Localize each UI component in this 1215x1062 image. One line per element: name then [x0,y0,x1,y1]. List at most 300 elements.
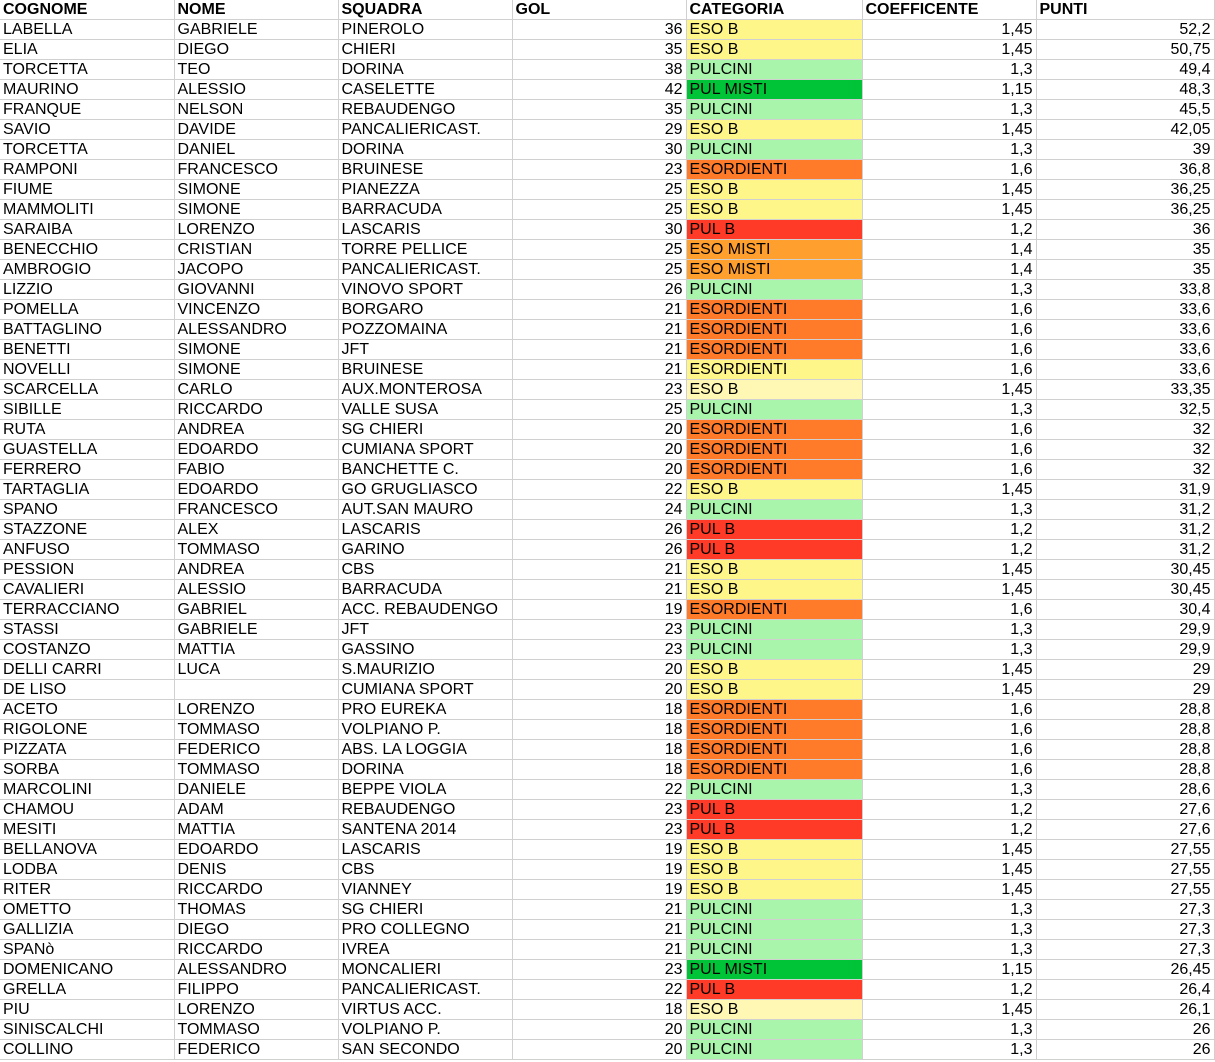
cell-squadra[interactable]: GASSINO [338,640,512,660]
cell-cognome[interactable]: MAMMOLITI [0,200,174,220]
cell-cognome[interactable]: TORCETTA [0,140,174,160]
cell-punti[interactable]: 36 [1036,220,1214,240]
cell-punti[interactable]: 52,2 [1036,20,1214,40]
cell-categoria[interactable]: PUL B [686,520,862,540]
cell-coefficente[interactable]: 1,6 [862,760,1036,780]
cell-squadra[interactable]: SANTENA 2014 [338,820,512,840]
cell-categoria[interactable]: ESORDIENTI [686,360,862,380]
cell-coefficente[interactable]: 1,6 [862,360,1036,380]
cell-nome[interactable]: ALESSANDRO [174,960,338,980]
cell-nome[interactable]: ADAM [174,800,338,820]
cell-gol[interactable]: 35 [512,40,686,60]
cell-nome[interactable]: EDOARDO [174,440,338,460]
cell-gol[interactable]: 18 [512,1000,686,1020]
cell-coefficente[interactable]: 1,6 [862,440,1036,460]
cell-gol[interactable]: 35 [512,100,686,120]
cell-cognome[interactable]: SIBILLE [0,400,174,420]
header-punti[interactable]: PUNTI [1036,0,1214,20]
cell-squadra[interactable]: TORRE PELLICE [338,240,512,260]
cell-nome[interactable]: ALESSANDRO [174,320,338,340]
cell-coefficente[interactable]: 1,4 [862,240,1036,260]
cell-nome[interactable]: FABIO [174,460,338,480]
cell-categoria[interactable]: ESO B [686,580,862,600]
cell-categoria[interactable]: ESO MISTI [686,260,862,280]
cell-cognome[interactable]: LIZZIO [0,280,174,300]
cell-cognome[interactable]: CHAMOU [0,800,174,820]
cell-punti[interactable]: 28,8 [1036,720,1214,740]
cell-squadra[interactable]: VINOVO SPORT [338,280,512,300]
cell-coefficente[interactable]: 1,6 [862,700,1036,720]
cell-coefficente[interactable]: 1,6 [862,320,1036,340]
cell-squadra[interactable]: BARRACUDA [338,580,512,600]
cell-nome[interactable]: GIOVANNI [174,280,338,300]
cell-punti[interactable]: 31,2 [1036,520,1214,540]
cell-gol[interactable]: 20 [512,460,686,480]
cell-cognome[interactable]: PIZZATA [0,740,174,760]
cell-coefficente[interactable]: 1,3 [862,140,1036,160]
cell-coefficente[interactable]: 1,3 [862,1020,1036,1040]
cell-nome[interactable]: LUCA [174,660,338,680]
cell-squadra[interactable]: SG CHIERI [338,900,512,920]
cell-punti[interactable]: 33,35 [1036,380,1214,400]
cell-gol[interactable]: 21 [512,580,686,600]
cell-squadra[interactable]: CASELETTE [338,80,512,100]
cell-punti[interactable]: 29,9 [1036,640,1214,660]
cell-coefficente[interactable]: 1,6 [862,160,1036,180]
cell-categoria[interactable]: ESORDIENTI [686,700,862,720]
cell-cognome[interactable]: SINISCALCHI [0,1020,174,1040]
cell-nome[interactable]: GABRIELE [174,620,338,640]
cell-gol[interactable]: 20 [512,440,686,460]
cell-cognome[interactable]: FERRERO [0,460,174,480]
cell-coefficente[interactable]: 1,3 [862,280,1036,300]
cell-punti[interactable]: 27,3 [1036,920,1214,940]
cell-squadra[interactable]: CBS [338,860,512,880]
cell-coefficente[interactable]: 1,45 [862,180,1036,200]
cell-gol[interactable]: 22 [512,480,686,500]
cell-punti[interactable]: 26,45 [1036,960,1214,980]
cell-categoria[interactable]: ESO B [686,880,862,900]
cell-cognome[interactable]: MARCOLINI [0,780,174,800]
cell-categoria[interactable]: PULCINI [686,1040,862,1060]
cell-nome[interactable]: THOMAS [174,900,338,920]
cell-categoria[interactable]: ESO B [686,120,862,140]
cell-squadra[interactable]: S.MAURIZIO [338,660,512,680]
cell-gol[interactable]: 29 [512,120,686,140]
cell-punti[interactable]: 33,6 [1036,340,1214,360]
cell-punti[interactable]: 39 [1036,140,1214,160]
cell-nome[interactable]: MATTIA [174,820,338,840]
cell-cognome[interactable]: BATTAGLINO [0,320,174,340]
cell-nome[interactable]: RICCARDO [174,940,338,960]
cell-coefficente[interactable]: 1,45 [862,840,1036,860]
cell-punti[interactable]: 32,5 [1036,400,1214,420]
cell-punti[interactable]: 32 [1036,460,1214,480]
cell-categoria[interactable]: ESO B [686,180,862,200]
cell-squadra[interactable]: MONCALIERI [338,960,512,980]
cell-punti[interactable]: 30,45 [1036,580,1214,600]
cell-gol[interactable]: 24 [512,500,686,520]
cell-coefficente[interactable]: 1,2 [862,540,1036,560]
cell-punti[interactable]: 28,8 [1036,760,1214,780]
cell-gol[interactable]: 23 [512,380,686,400]
cell-gol[interactable]: 23 [512,800,686,820]
cell-categoria[interactable]: ESO B [686,560,862,580]
cell-gol[interactable]: 21 [512,300,686,320]
cell-gol[interactable]: 19 [512,600,686,620]
cell-squadra[interactable]: ACC. REBAUDENGO [338,600,512,620]
cell-squadra[interactable]: GO GRUGLIASCO [338,480,512,500]
cell-nome[interactable]: DANIEL [174,140,338,160]
cell-categoria[interactable]: ESO B [686,1000,862,1020]
cell-squadra[interactable]: BORGARO [338,300,512,320]
cell-coefficente[interactable]: 1,6 [862,600,1036,620]
cell-punti[interactable]: 27,55 [1036,880,1214,900]
cell-categoria[interactable]: PULCINI [686,620,862,640]
cell-gol[interactable]: 23 [512,640,686,660]
cell-categoria[interactable]: ESORDIENTI [686,460,862,480]
cell-coefficente[interactable]: 1,6 [862,460,1036,480]
cell-gol[interactable]: 38 [512,60,686,80]
cell-cognome[interactable]: STASSI [0,620,174,640]
cell-punti[interactable]: 29 [1036,680,1214,700]
cell-categoria[interactable]: PULCINI [686,100,862,120]
cell-cognome[interactable]: STAZZONE [0,520,174,540]
cell-nome[interactable]: RICCARDO [174,880,338,900]
cell-gol[interactable]: 25 [512,240,686,260]
cell-punti[interactable]: 28,6 [1036,780,1214,800]
cell-categoria[interactable]: PULCINI [686,900,862,920]
cell-nome[interactable]: EDOARDO [174,840,338,860]
cell-gol[interactable]: 20 [512,680,686,700]
header-categoria[interactable]: CATEGORIA [686,0,862,20]
cell-squadra[interactable]: JFT [338,340,512,360]
cell-punti[interactable]: 27,55 [1036,860,1214,880]
cell-squadra[interactable]: IVREA [338,940,512,960]
cell-cognome[interactable]: BELLANOVA [0,840,174,860]
header-cognome[interactable]: COGNOME [0,0,174,20]
cell-coefficente[interactable]: 1,45 [862,1000,1036,1020]
cell-coefficente[interactable]: 1,3 [862,60,1036,80]
cell-nome[interactable]: DIEGO [174,40,338,60]
cell-squadra[interactable]: BEPPE VIOLA [338,780,512,800]
cell-punti[interactable]: 30,45 [1036,560,1214,580]
cell-punti[interactable]: 42,05 [1036,120,1214,140]
cell-categoria[interactable]: ESORDIENTI [686,740,862,760]
cell-squadra[interactable]: VIANNEY [338,880,512,900]
cell-coefficente[interactable]: 1,45 [862,120,1036,140]
cell-squadra[interactable]: REBAUDENGO [338,100,512,120]
cell-punti[interactable]: 27,3 [1036,940,1214,960]
cell-cognome[interactable]: DE LISO [0,680,174,700]
cell-punti[interactable]: 31,2 [1036,540,1214,560]
cell-squadra[interactable]: ABS. LA LOGGIA [338,740,512,760]
cell-categoria[interactable]: ESO B [686,20,862,40]
cell-cognome[interactable]: RAMPONI [0,160,174,180]
cell-cognome[interactable]: AMBROGIO [0,260,174,280]
cell-categoria[interactable]: ESORDIENTI [686,320,862,340]
cell-coefficente[interactable]: 1,6 [862,420,1036,440]
cell-gol[interactable]: 18 [512,760,686,780]
cell-categoria[interactable]: PULCINI [686,940,862,960]
cell-gol[interactable]: 21 [512,900,686,920]
cell-categoria[interactable]: PULCINI [686,400,862,420]
cell-nome[interactable]: FRANCESCO [174,500,338,520]
cell-punti[interactable]: 26 [1036,1040,1214,1060]
cell-coefficente[interactable]: 1,3 [862,920,1036,940]
cell-punti[interactable]: 32 [1036,420,1214,440]
cell-coefficente[interactable]: 1,45 [862,880,1036,900]
cell-gol[interactable]: 25 [512,200,686,220]
cell-coefficente[interactable]: 1,3 [862,100,1036,120]
cell-nome[interactable]: LORENZO [174,1000,338,1020]
cell-coefficente[interactable]: 1,3 [862,940,1036,960]
cell-squadra[interactable]: VOLPIANO P. [338,1020,512,1040]
cell-coefficente[interactable]: 1,45 [862,480,1036,500]
cell-coefficente[interactable]: 1,6 [862,300,1036,320]
cell-categoria[interactable]: ESORDIENTI [686,760,862,780]
cell-punti[interactable]: 48,3 [1036,80,1214,100]
cell-coefficente[interactable]: 1,15 [862,80,1036,100]
cell-squadra[interactable]: SG CHIERI [338,420,512,440]
cell-nome[interactable]: TEO [174,60,338,80]
cell-coefficente[interactable]: 1,45 [862,660,1036,680]
cell-nome[interactable]: TOMMASO [174,760,338,780]
cell-gol[interactable]: 26 [512,520,686,540]
cell-categoria[interactable]: ESORDIENTI [686,420,862,440]
cell-cognome[interactable]: ELIA [0,40,174,60]
cell-categoria[interactable]: PULCINI [686,140,862,160]
cell-cognome[interactable]: OMETTO [0,900,174,920]
cell-squadra[interactable]: PANCALIERICAST. [338,980,512,1000]
cell-coefficente[interactable]: 1,45 [862,580,1036,600]
cell-gol[interactable]: 23 [512,620,686,640]
cell-cognome[interactable]: ACETO [0,700,174,720]
cell-cognome[interactable]: GALLIZIA [0,920,174,940]
cell-categoria[interactable]: ESO B [686,860,862,880]
cell-nome[interactable]: LORENZO [174,220,338,240]
cell-categoria[interactable]: PULCINI [686,60,862,80]
cell-coefficente[interactable]: 1,3 [862,780,1036,800]
cell-punti[interactable]: 30,4 [1036,600,1214,620]
cell-cognome[interactable]: PESSION [0,560,174,580]
cell-categoria[interactable]: PUL B [686,220,862,240]
cell-nome[interactable]: FRANCESCO [174,160,338,180]
cell-punti[interactable]: 26,4 [1036,980,1214,1000]
cell-nome[interactable]: ANDREA [174,420,338,440]
cell-cognome[interactable]: BENECCHIO [0,240,174,260]
cell-punti[interactable]: 33,6 [1036,300,1214,320]
cell-gol[interactable]: 23 [512,160,686,180]
cell-nome[interactable]: TOMMASO [174,540,338,560]
cell-nome[interactable]: GABRIEL [174,600,338,620]
cell-squadra[interactable]: DORINA [338,60,512,80]
cell-punti[interactable]: 35 [1036,260,1214,280]
cell-squadra[interactable]: DORINA [338,760,512,780]
cell-categoria[interactable]: ESO B [686,40,862,60]
cell-nome[interactable]: LORENZO [174,700,338,720]
cell-punti[interactable]: 33,6 [1036,320,1214,340]
cell-punti[interactable]: 28,8 [1036,700,1214,720]
cell-squadra[interactable]: PANCALIERICAST. [338,120,512,140]
cell-gol[interactable]: 18 [512,720,686,740]
cell-cognome[interactable]: RUTA [0,420,174,440]
cell-coefficente[interactable]: 1,6 [862,720,1036,740]
cell-gol[interactable]: 20 [512,1020,686,1040]
cell-coefficente[interactable]: 1,3 [862,500,1036,520]
cell-nome[interactable]: FILIPPO [174,980,338,1000]
cell-squadra[interactable]: PINEROLO [338,20,512,40]
cell-cognome[interactable]: SORBA [0,760,174,780]
cell-categoria[interactable]: ESORDIENTI [686,600,862,620]
cell-gol[interactable]: 30 [512,140,686,160]
cell-categoria[interactable]: PUL B [686,800,862,820]
cell-gol[interactable]: 19 [512,880,686,900]
cell-punti[interactable]: 26,1 [1036,1000,1214,1020]
cell-gol[interactable]: 21 [512,920,686,940]
cell-squadra[interactable]: BARRACUDA [338,200,512,220]
cell-squadra[interactable]: CBS [338,560,512,580]
cell-nome[interactable]: SIMONE [174,200,338,220]
cell-categoria[interactable]: ESORDIENTI [686,440,862,460]
cell-cognome[interactable]: DELLI CARRI [0,660,174,680]
cell-cognome[interactable]: BENETTI [0,340,174,360]
cell-squadra[interactable]: GARINO [338,540,512,560]
cell-nome[interactable]: DIEGO [174,920,338,940]
cell-gol[interactable]: 36 [512,20,686,40]
cell-punti[interactable]: 36,8 [1036,160,1214,180]
header-coefficente[interactable]: COEFFICENTE [862,0,1036,20]
cell-cognome[interactable]: COLLINO [0,1040,174,1060]
cell-cognome[interactable]: ANFUSO [0,540,174,560]
cell-gol[interactable]: 23 [512,820,686,840]
cell-gol[interactable]: 19 [512,840,686,860]
cell-coefficente[interactable]: 1,3 [862,900,1036,920]
cell-coefficente[interactable]: 1,2 [862,800,1036,820]
cell-punti[interactable]: 33,8 [1036,280,1214,300]
cell-coefficente[interactable]: 1,45 [862,860,1036,880]
cell-coefficente[interactable]: 1,2 [862,980,1036,1000]
cell-nome[interactable]: GABRIELE [174,20,338,40]
cell-gol[interactable]: 21 [512,320,686,340]
cell-punti[interactable]: 49,4 [1036,60,1214,80]
header-gol[interactable]: GOL [512,0,686,20]
cell-punti[interactable]: 27,6 [1036,820,1214,840]
cell-gol[interactable]: 25 [512,400,686,420]
cell-categoria[interactable]: PULCINI [686,1020,862,1040]
cell-punti[interactable]: 28,8 [1036,740,1214,760]
cell-squadra[interactable]: PANCALIERICAST. [338,260,512,280]
cell-categoria[interactable]: ESORDIENTI [686,340,862,360]
cell-cognome[interactable]: LABELLA [0,20,174,40]
cell-nome[interactable]: CARLO [174,380,338,400]
cell-nome[interactable]: SIMONE [174,340,338,360]
cell-coefficente[interactable]: 1,4 [862,260,1036,280]
cell-squadra[interactable]: AUT.SAN MAURO [338,500,512,520]
cell-categoria[interactable]: PULCINI [686,500,862,520]
cell-nome[interactable] [174,680,338,700]
cell-categoria[interactable]: PULCINI [686,780,862,800]
cell-gol[interactable]: 26 [512,280,686,300]
cell-squadra[interactable]: REBAUDENGO [338,800,512,820]
cell-punti[interactable]: 33,6 [1036,360,1214,380]
cell-nome[interactable]: SIMONE [174,360,338,380]
cell-categoria[interactable]: PULCINI [686,640,862,660]
cell-cognome[interactable]: TERRACCIANO [0,600,174,620]
cell-punti[interactable]: 32 [1036,440,1214,460]
cell-coefficente[interactable]: 1,3 [862,620,1036,640]
cell-categoria[interactable]: ESORDIENTI [686,720,862,740]
cell-gol[interactable]: 25 [512,260,686,280]
cell-nome[interactable]: FEDERICO [174,1040,338,1060]
cell-cognome[interactable]: RITER [0,880,174,900]
cell-cognome[interactable]: PIU [0,1000,174,1020]
cell-squadra[interactable]: VIRTUS ACC. [338,1000,512,1020]
cell-coefficente[interactable]: 1,2 [862,820,1036,840]
cell-squadra[interactable]: CHIERI [338,40,512,60]
cell-squadra[interactable]: LASCARIS [338,520,512,540]
cell-coefficente[interactable]: 1,3 [862,1040,1036,1060]
cell-categoria[interactable]: PUL MISTI [686,80,862,100]
cell-gol[interactable]: 22 [512,980,686,1000]
cell-coefficente[interactable]: 1,2 [862,520,1036,540]
cell-categoria[interactable]: ESO B [686,200,862,220]
cell-nome[interactable]: EDOARDO [174,480,338,500]
cell-nome[interactable]: ANDREA [174,560,338,580]
cell-squadra[interactable]: BANCHETTE C. [338,460,512,480]
cell-gol[interactable]: 26 [512,540,686,560]
cell-gol[interactable]: 20 [512,420,686,440]
cell-cognome[interactable]: SPANò [0,940,174,960]
cell-gol[interactable]: 21 [512,560,686,580]
cell-categoria[interactable]: PUL B [686,540,862,560]
cell-squadra[interactable]: BRUINESE [338,160,512,180]
cell-cognome[interactable]: POMELLA [0,300,174,320]
cell-gol[interactable]: 23 [512,960,686,980]
cell-cognome[interactable]: SARAIBA [0,220,174,240]
cell-coefficente[interactable]: 1,45 [862,560,1036,580]
cell-punti[interactable]: 50,75 [1036,40,1214,60]
cell-categoria[interactable]: ESO B [686,660,862,680]
cell-categoria[interactable]: ESO B [686,480,862,500]
cell-nome[interactable]: SIMONE [174,180,338,200]
cell-categoria[interactable]: ESO B [686,680,862,700]
cell-categoria[interactable]: PUL MISTI [686,960,862,980]
cell-categoria[interactable]: PUL B [686,980,862,1000]
cell-squadra[interactable]: PIANEZZA [338,180,512,200]
cell-squadra[interactable]: BRUINESE [338,360,512,380]
cell-cognome[interactable]: MESITI [0,820,174,840]
cell-punti[interactable]: 36,25 [1036,200,1214,220]
cell-cognome[interactable]: RIGOLONE [0,720,174,740]
cell-coefficente[interactable]: 1,2 [862,220,1036,240]
cell-squadra[interactable]: POZZOMAINA [338,320,512,340]
cell-coefficente[interactable]: 1,3 [862,400,1036,420]
cell-squadra[interactable]: CUMIANA SPORT [338,440,512,460]
cell-punti[interactable]: 35 [1036,240,1214,260]
cell-nome[interactable]: CRISTIAN [174,240,338,260]
cell-nome[interactable]: ALESSIO [174,80,338,100]
cell-cognome[interactable]: SPANO [0,500,174,520]
cell-coefficente[interactable]: 1,45 [862,40,1036,60]
cell-gol[interactable]: 21 [512,940,686,960]
cell-coefficente[interactable]: 1,45 [862,200,1036,220]
cell-coefficente[interactable]: 1,15 [862,960,1036,980]
header-nome[interactable]: NOME [174,0,338,20]
cell-coefficente[interactable]: 1,45 [862,380,1036,400]
cell-squadra[interactable]: VOLPIANO P. [338,720,512,740]
cell-nome[interactable]: ALESSIO [174,580,338,600]
